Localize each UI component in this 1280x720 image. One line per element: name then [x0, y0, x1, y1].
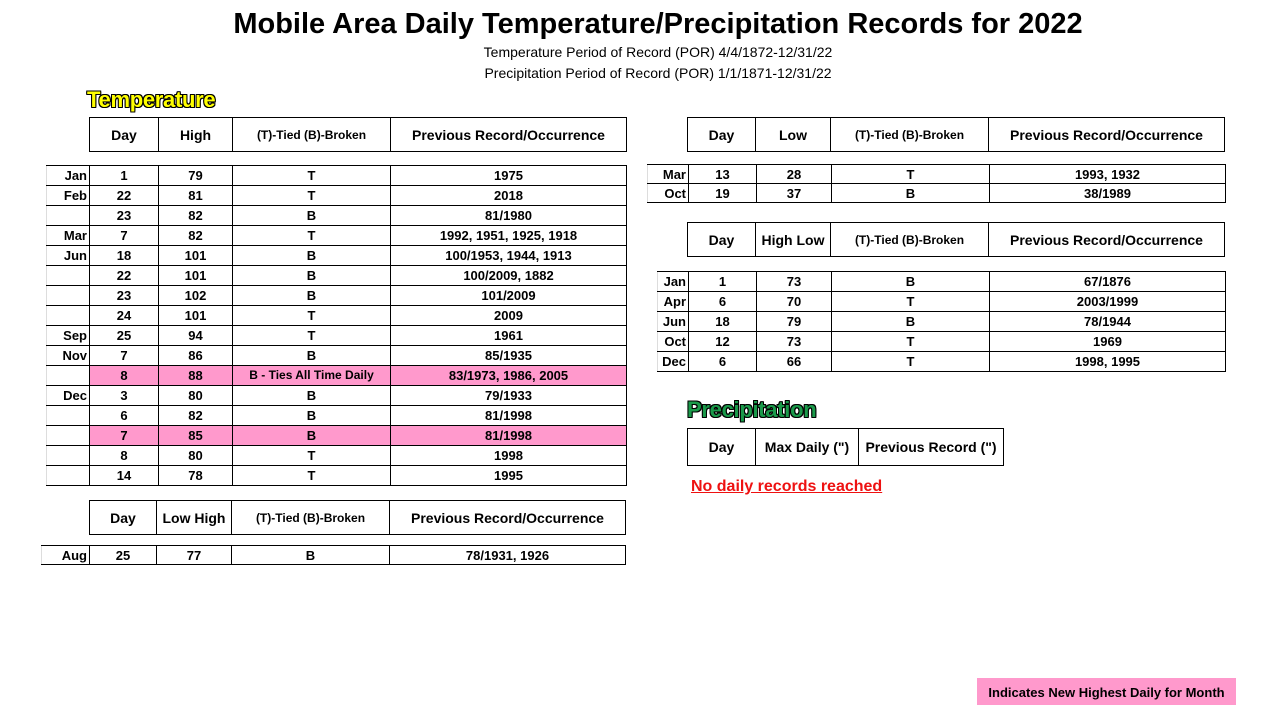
table-row: [648, 184, 1226, 203]
table-row: [47, 226, 627, 246]
previous-cell: 1993, 1932: [990, 165, 1226, 184]
value-cell: 94: [159, 326, 233, 346]
table-row: [47, 166, 627, 186]
table-row: [47, 366, 627, 386]
table-row: [47, 446, 627, 466]
day-cell: 25: [90, 546, 157, 565]
table-row: [47, 326, 627, 346]
status-cell: B: [233, 426, 391, 446]
table-row: [47, 426, 627, 446]
table-row: [47, 386, 627, 406]
value-cell: 81: [159, 186, 233, 206]
month-cell: [47, 466, 90, 486]
previous-cell: 81/1998: [391, 426, 627, 446]
low-table: [647, 164, 1226, 203]
month-cell: Jun: [47, 246, 90, 266]
page-title: Mobile Area Daily Temperature/Precipitation Records for 2022: [233, 8, 1083, 40]
table-row: [658, 332, 1226, 352]
previous-cell: 81/1980: [391, 206, 627, 226]
value-cell: 37: [757, 184, 832, 203]
previous-cell: 85/1935: [391, 346, 627, 366]
status-cell: T: [233, 166, 391, 186]
status-cell: B: [233, 286, 391, 306]
previous-cell: 1995: [391, 466, 627, 486]
day-cell: 7: [90, 426, 159, 446]
status-cell: B: [233, 406, 391, 426]
month-cell: [47, 286, 90, 306]
day-cell: 1: [90, 166, 159, 186]
precipitation-table-header: [687, 428, 1004, 466]
month-cell: [47, 426, 90, 446]
month-cell: Aug: [42, 546, 90, 565]
previous-cell: 100/2009, 1882: [391, 266, 627, 286]
status-cell: T: [233, 306, 391, 326]
table-row: [47, 206, 627, 226]
header-high-low: High Low: [756, 223, 831, 257]
value-cell: 80: [159, 446, 233, 466]
table-row: [47, 306, 627, 326]
month-cell: [47, 206, 90, 226]
status-cell: B: [233, 206, 391, 226]
month-cell: Jan: [658, 272, 689, 292]
table-row: [47, 286, 627, 306]
value-cell: 101: [159, 246, 233, 266]
previous-cell: 83/1973, 1986, 2005: [391, 366, 627, 386]
low-high-table: [41, 545, 626, 565]
header-status: (T)-Tied (B)-Broken: [232, 501, 390, 535]
table-row: [47, 346, 627, 366]
header-status: (T)-Tied (B)-Broken: [831, 118, 989, 152]
month-cell: Oct: [658, 332, 689, 352]
value-cell: 79: [159, 166, 233, 186]
status-cell: B: [233, 246, 391, 266]
day-cell: 6: [689, 352, 757, 372]
month-cell: [47, 266, 90, 286]
status-cell: B: [233, 346, 391, 366]
day-cell: 7: [90, 226, 159, 246]
month-cell: Mar: [648, 165, 689, 184]
value-cell: 77: [157, 546, 232, 565]
previous-cell: 1998, 1995: [990, 352, 1226, 372]
header-low: Low: [756, 118, 831, 152]
month-cell: Feb: [47, 186, 90, 206]
month-cell: [47, 366, 90, 386]
day-cell: 13: [689, 165, 757, 184]
status-cell: B: [832, 312, 990, 332]
status-cell: T: [832, 165, 990, 184]
month-cell: Oct: [648, 184, 689, 203]
previous-cell: 1998: [391, 446, 627, 466]
previous-cell: 78/1944: [990, 312, 1226, 332]
day-cell: 14: [90, 466, 159, 486]
table-row: [658, 272, 1226, 292]
day-cell: 8: [90, 366, 159, 386]
value-cell: 73: [757, 272, 832, 292]
previous-cell: 2018: [391, 186, 627, 206]
highlight-legend: Indicates New Highest Daily for Month: [977, 678, 1236, 705]
month-cell: Jan: [47, 166, 90, 186]
value-cell: 82: [159, 206, 233, 226]
status-cell: T: [233, 446, 391, 466]
previous-cell: 1961: [391, 326, 627, 346]
value-cell: 78: [159, 466, 233, 486]
previous-cell: 38/1989: [990, 184, 1226, 203]
status-cell: T: [233, 226, 391, 246]
status-cell: B: [233, 386, 391, 406]
month-cell: [47, 406, 90, 426]
header-status: (T)-Tied (B)-Broken: [831, 223, 989, 257]
header-status: (T)-Tied (B)-Broken: [233, 118, 391, 152]
header-previous: Previous Record/Occurrence: [989, 118, 1225, 152]
value-cell: 102: [159, 286, 233, 306]
status-cell: B - Ties All Time Daily: [233, 366, 391, 386]
header-day: Day: [688, 118, 756, 152]
table-row: [47, 466, 627, 486]
day-cell: 18: [689, 312, 757, 332]
day-cell: 24: [90, 306, 159, 326]
header-day: Day: [90, 501, 157, 535]
table-row: [658, 292, 1226, 312]
value-cell: 82: [159, 406, 233, 426]
header-previous: Previous Record/Occurrence: [989, 223, 1225, 257]
status-cell: T: [233, 326, 391, 346]
previous-cell: 101/2009: [391, 286, 627, 306]
header-low-high: Low High: [157, 501, 232, 535]
value-cell: 80: [159, 386, 233, 406]
header-high: High: [159, 118, 233, 152]
day-cell: 23: [90, 206, 159, 226]
header-previous-record: Previous Record ("): [859, 429, 1004, 466]
table-row: [47, 266, 627, 286]
table-row: [658, 352, 1226, 372]
month-cell: [47, 446, 90, 466]
precipitation-por-subtitle: Precipitation Period of Record (POR) 1/1/1871-12/31/22: [484, 65, 832, 81]
table-row: [648, 165, 1226, 184]
day-cell: 22: [90, 266, 159, 286]
value-cell: 88: [159, 366, 233, 386]
month-cell: Jun: [658, 312, 689, 332]
status-cell: T: [832, 352, 990, 372]
day-cell: 18: [90, 246, 159, 266]
status-cell: B: [233, 266, 391, 286]
status-cell: T: [233, 186, 391, 206]
status-cell: T: [233, 466, 391, 486]
header-day: Day: [688, 223, 756, 257]
status-cell: B: [232, 546, 390, 565]
header-day: Day: [90, 118, 159, 152]
temperature-por-subtitle: Temperature Period of Record (POR) 4/4/1872-12/31/22: [483, 44, 833, 60]
previous-cell: 78/1931, 1926: [390, 546, 626, 565]
status-cell: B: [832, 184, 990, 203]
high-low-table-header: [687, 222, 1225, 257]
day-cell: 25: [90, 326, 159, 346]
header-previous: Previous Record/Occurrence: [391, 118, 627, 152]
previous-cell: 100/1953, 1944, 1913: [391, 246, 627, 266]
previous-cell: 2003/1999: [990, 292, 1226, 312]
table-row: [47, 186, 627, 206]
previous-cell: 1969: [990, 332, 1226, 352]
header-day: Day: [688, 429, 756, 466]
day-cell: 7: [90, 346, 159, 366]
day-cell: 12: [689, 332, 757, 352]
precipitation-section-heading: Precipitation: [687, 397, 817, 422]
day-cell: 1: [689, 272, 757, 292]
day-cell: 22: [90, 186, 159, 206]
day-cell: 3: [90, 386, 159, 406]
status-cell: T: [832, 332, 990, 352]
previous-cell: 67/1876: [990, 272, 1226, 292]
day-cell: 8: [90, 446, 159, 466]
status-cell: B: [832, 272, 990, 292]
header-previous: Previous Record/Occurrence: [390, 501, 626, 535]
day-cell: 6: [90, 406, 159, 426]
table-row: [47, 406, 627, 426]
high-low-table: [657, 271, 1226, 372]
day-cell: 19: [689, 184, 757, 203]
table-row: [658, 312, 1226, 332]
table-row: [47, 246, 627, 266]
header-max-daily: Max Daily ("): [756, 429, 859, 466]
month-cell: Dec: [47, 386, 90, 406]
previous-cell: 1975: [391, 166, 627, 186]
month-cell: [47, 306, 90, 326]
value-cell: 101: [159, 266, 233, 286]
previous-cell: 1992, 1951, 1925, 1918: [391, 226, 627, 246]
high-table-header: [89, 117, 627, 152]
month-cell: Apr: [658, 292, 689, 312]
previous-cell: 81/1998: [391, 406, 627, 426]
value-cell: 101: [159, 306, 233, 326]
table-row: [42, 546, 626, 565]
month-cell: Sep: [47, 326, 90, 346]
month-cell: Mar: [47, 226, 90, 246]
no-daily-records-note: No daily records reached: [691, 478, 883, 495]
value-cell: 70: [757, 292, 832, 312]
previous-cell: 79/1933: [391, 386, 627, 406]
value-cell: 79: [757, 312, 832, 332]
temperature-section-heading: Temperature: [87, 87, 216, 112]
low-table-header: [687, 117, 1225, 152]
value-cell: 82: [159, 226, 233, 246]
value-cell: 28: [757, 165, 832, 184]
value-cell: 86: [159, 346, 233, 366]
value-cell: 85: [159, 426, 233, 446]
day-cell: 23: [90, 286, 159, 306]
value-cell: 73: [757, 332, 832, 352]
status-cell: T: [832, 292, 990, 312]
month-cell: Dec: [658, 352, 689, 372]
value-cell: 66: [757, 352, 832, 372]
day-cell: 6: [689, 292, 757, 312]
high-table: [46, 165, 627, 486]
low-high-table-header: [89, 500, 626, 535]
month-cell: Nov: [47, 346, 90, 366]
previous-cell: 2009: [391, 306, 627, 326]
